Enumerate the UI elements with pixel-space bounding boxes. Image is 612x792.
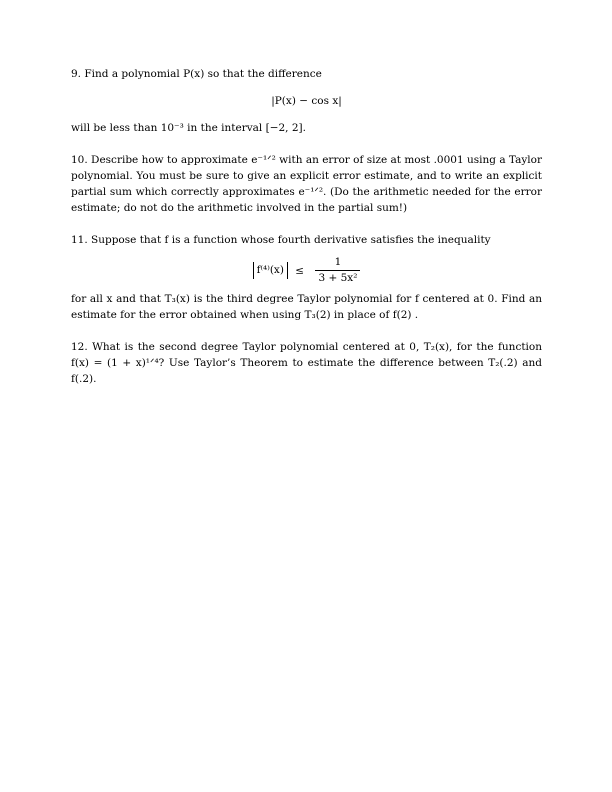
problem-11-fraction (315, 256, 360, 285)
problem-12-text: 12. What is the second degree Taylor polynomial centered at 0, T₂(x), for the function f(x) = (1 + x)¹ᐟ⁴? Use Taylor’s Theorem to estimate the difference between T₂(.2) and f(.2). (71, 341, 542, 385)
problem-9 (71, 66, 542, 136)
document-page (71, 66, 542, 403)
problem-9-display-equation (71, 92, 542, 110)
problem-9-prompt: 9. Find a polynomial P(x) so that the difference (71, 68, 322, 80)
problem-10 (71, 152, 542, 216)
problem-9-expression: |P(x) − cos x| (271, 95, 342, 107)
problem-12 (71, 339, 542, 387)
problem-11-numerator: 1 (315, 256, 360, 271)
problem-11-denominator: 3 + 5x² (318, 272, 358, 284)
problem-11-text: for all x and that T₃(x) is the third degree Taylor polynomial for f centered at 0. Find an estimate for the error obtained when using T₃(2) in place of f(2) . (71, 293, 542, 321)
problem-11-prompt: 11. Suppose that f is a function whose fourth derivative satisfies the inequality (71, 234, 491, 246)
problem-11 (71, 232, 542, 323)
problem-11-relation: ≤ (295, 264, 305, 277)
problem-10-text: 10. Describe how to approximate e⁻¹ᐟ² with an error of size at most .0001 using a Taylor polynomial. You must be sure to give an explicit error estimate, and to write an explicit partial sum which correctly approximates e⁻¹ᐟ². (Do the arithmetic needed for the error estimate; do not do the arithmetic involved in the partial sum!) (71, 154, 542, 214)
problem-11-abs-derivative (253, 262, 288, 279)
problem-9-condition: will be less than 10⁻³ in the interval [−2, 2]. (71, 122, 306, 134)
problem-11-derivative: f⁽⁴⁾(x) (256, 264, 284, 276)
problem-11-display-inequality (71, 256, 542, 285)
